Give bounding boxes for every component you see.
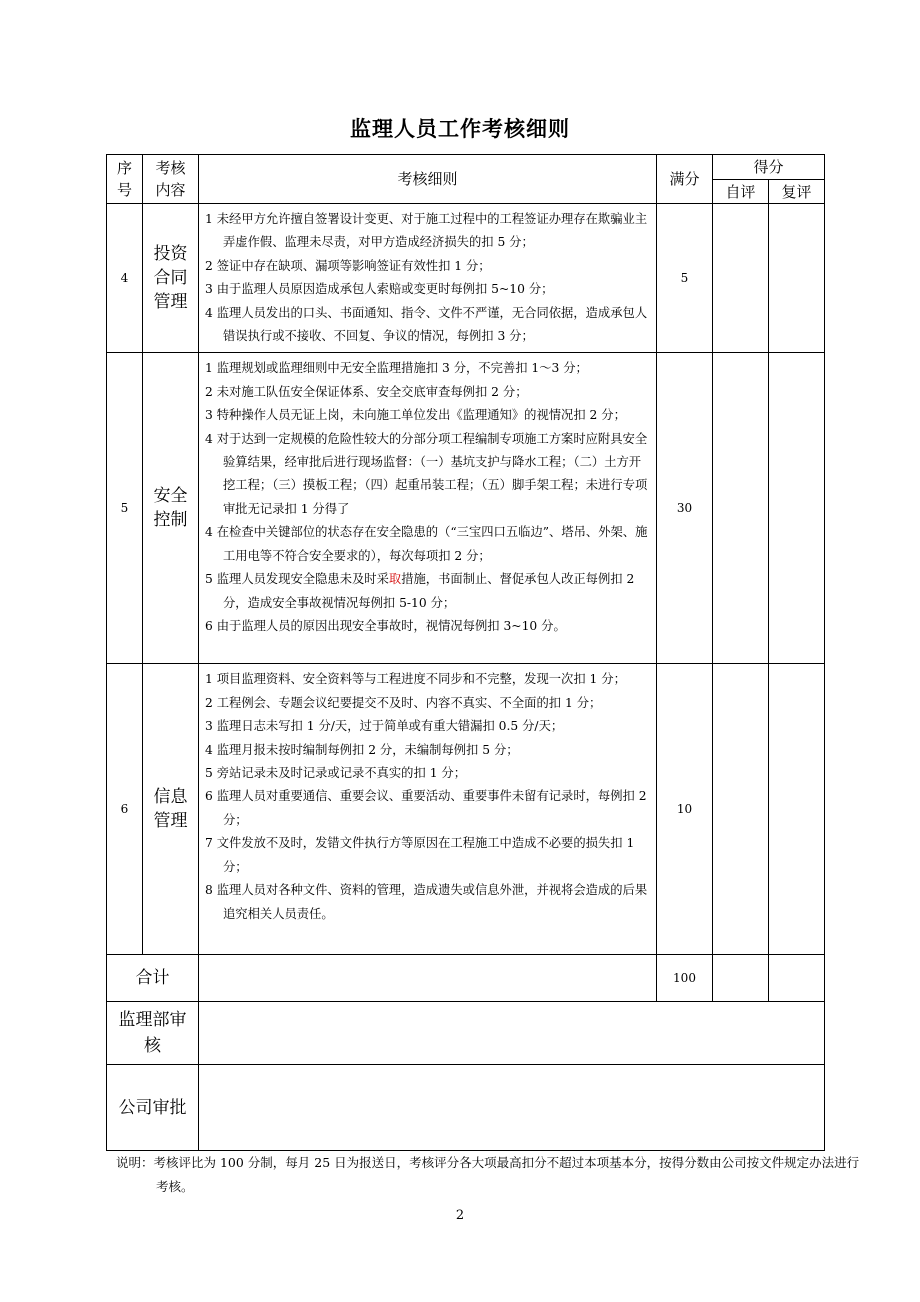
total-details-cell [199, 955, 657, 1002]
header-content-line1: 考核 [155, 159, 186, 177]
header-seq-line1: 序 [116, 159, 132, 177]
detail-item: 7 文件发放不及时，发错文件执行方等原因在工程施工中造成不必要的损失扣 1 分； [205, 836, 635, 874]
detail-item: 1 监理规划或监理细则中无安全监理措施扣 3 分，不完善扣 1～3 分； [205, 361, 588, 376]
detail-item: 8 监理人员对各种文件、资料的管理，造成遗失或信息外泄，并视将会造成的后果追究相关人员责任。 [205, 883, 648, 921]
page-title: 监理人员工作考核细则 [350, 117, 570, 141]
row-self-eval-cell[interactable] [713, 204, 769, 353]
detail-item: 3 监理日志未写扣 1 分/天，过于简单或有重大错漏扣 0.5 分/天； [205, 719, 564, 734]
header-seq-line2: 号 [116, 181, 132, 199]
category-line: 控制 [153, 510, 188, 531]
row-category [143, 353, 199, 664]
row-review-cell[interactable] [769, 204, 825, 353]
dept-review-label [107, 1002, 199, 1065]
detail-item: 2 工程例会、专题会议纪要提交不及时、内容不真实、不全面的扣 1 分； [205, 695, 602, 710]
category-line: 管理 [153, 811, 188, 832]
detail-item: 3 特种操作人员无证上岗，未向施工单位发出《监理通知》的视情况扣 2 分； [205, 408, 626, 423]
header-content-line2: 内容 [155, 181, 186, 199]
category-line: 投资 [153, 244, 188, 265]
category-line: 合同 [153, 268, 188, 289]
detail-item: 6 由于监理人员的原因出现安全事故时，视情况每例扣 3~10 分。 [205, 618, 566, 633]
assessment-table [106, 154, 825, 1151]
row-seq: 4 [107, 204, 143, 353]
dept-review-line: 核 [144, 1036, 161, 1057]
detail-item: 1 项目监理资料、安全资料等与工程进度不同步和不完整，发现一次扣 1 分； [205, 672, 626, 687]
detail-item: 4 监理人员发出的口头、书面通知、指令、文件不严谨，无合同依据，造成承包人错误执行或不接收、不回复、争议的情况，每例扣 3 分； [205, 305, 648, 344]
company-approval-cell[interactable] [199, 1065, 825, 1151]
detail-text: 5 监理人员发现安全隐患未及时采 [205, 572, 389, 587]
row-seq: 5 [107, 353, 143, 664]
detail-item: 4 在检查中关键部位的状态存在安全隐患的（“三宝四口五临边”、塔吊、外架、施工用电等不符合安全要求的），每次每项扣 2 分； [205, 525, 648, 563]
table-row [107, 353, 825, 664]
table-row [107, 664, 825, 955]
row-details [199, 204, 657, 353]
row-category [143, 664, 199, 955]
detail-item: 1 未经甲方允许擅自签署设计变更、对于施工过程中的工程签证办理存在欺骗业主弄虚作假、监理未尽责，对甲方造成经济损失的扣 5 分； [205, 212, 648, 250]
total-self-eval-cell[interactable] [713, 955, 769, 1002]
detail-item: 4 对于达到一定规模的危险性较大的分部分项工程编制专项施工方案时应附具安全验算结果，经审批后进行现场监督：（一）基坑支护与降水工程；（二）土方开挖工程；（三）摸板工程；（四）起重吊装工程；（五）脚手架工程；未进行专项审批无记录扣 1 分得了 [205, 431, 648, 516]
row-category [143, 204, 199, 353]
detail-item: 6 监理人员对重要通信、重要会议、重要活动、重要事件未留有记录时，每例扣 2 分； [205, 789, 647, 827]
row-seq: 6 [107, 664, 143, 955]
header-full-score: 满分 [657, 155, 713, 204]
header-seq [107, 155, 143, 204]
detail-item: 5 旁站记录未及时记录或记录不真实的扣 1 分； [205, 766, 467, 781]
row-review-cell[interactable] [769, 353, 825, 664]
header-self-eval: 自评 [713, 180, 769, 204]
row-full-score: 10 [657, 664, 713, 955]
footnote: 说明：考核评比为 100 分制，每月 25 日为报送日，考核评分各大项最高扣分不超过本项基本分，按得分数由公司按文件规定办法进行考核。 [116, 1155, 860, 1194]
header-review: 复评 [769, 180, 825, 204]
header-details: 考核细则 [199, 155, 657, 204]
row-details [199, 353, 657, 664]
detail-item: 2 未对施工队伍安全保证体系、安全交底审查每例扣 2 分； [205, 384, 528, 399]
row-review-cell[interactable] [769, 664, 825, 955]
row-details [199, 664, 657, 955]
category-line: 信息 [153, 787, 188, 808]
category-line: 安全 [153, 486, 188, 507]
header-score: 得分 [713, 155, 825, 180]
total-review-cell[interactable] [769, 955, 825, 1002]
row-self-eval-cell[interactable] [713, 353, 769, 664]
header-row-1 [107, 155, 825, 180]
detail-item: 2 签证中存在缺项、漏项等影响签证有效性扣 1 分； [205, 258, 491, 273]
company-approval-label: 公司审批 [107, 1065, 199, 1151]
total-label: 合计 [107, 955, 199, 1002]
row-full-score: 5 [657, 204, 713, 353]
header-content [143, 155, 199, 204]
row-self-eval-cell[interactable] [713, 664, 769, 955]
detail-item: 3 由于监理人员原因造成承包人索赔或变更时每例扣 5~10 分； [205, 282, 554, 297]
table-row [107, 204, 825, 353]
highlighted-char: 取 [388, 572, 402, 587]
dept-review-line: 监理部审 [118, 1010, 187, 1031]
dept-review-row [107, 1002, 825, 1065]
detail-item-highlighted [205, 568, 650, 615]
detail-text: 措施，书面制止、督促承包人改正每例扣 2 分，造成安全事故视情况每例扣 5-10 分； [223, 572, 635, 610]
row-full-score: 30 [657, 353, 713, 664]
detail-item: 4 监理月报未按时编制每例扣 2 分，未编制每例扣 5 分； [205, 742, 519, 757]
total-row [107, 955, 825, 1002]
company-approval-row [107, 1065, 825, 1151]
page-number: 2 [455, 1208, 465, 1223]
category-line: 管理 [153, 292, 188, 313]
dept-review-cell[interactable] [199, 1002, 825, 1065]
total-full-score: 100 [657, 955, 713, 1002]
